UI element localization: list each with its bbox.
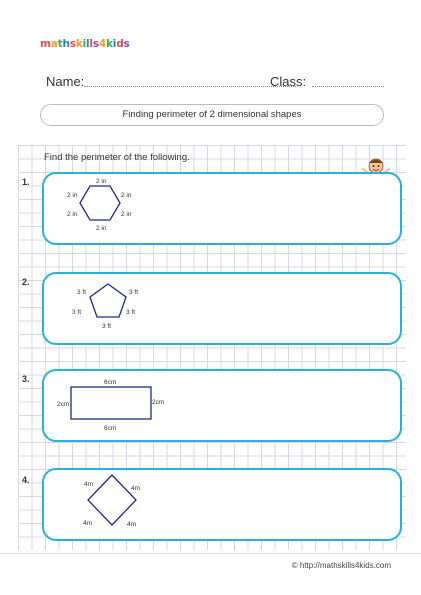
side-label: 3 ft [72, 309, 82, 316]
logo-letter: s [69, 38, 76, 50]
logo-letter: s [92, 38, 99, 50]
name-label: Name: [46, 74, 85, 89]
side-label: 4m [83, 520, 93, 527]
logo [40, 38, 130, 52]
square-shape [70, 470, 160, 540]
rectangle-shape [56, 372, 166, 440]
logo-letter: l [89, 38, 93, 50]
side-label: 2 in [67, 192, 78, 199]
name-line[interactable] [84, 86, 296, 87]
side-label: 6cm [104, 425, 117, 432]
pentagon-shape [60, 272, 160, 344]
logo-letter: t [57, 38, 63, 50]
logo-letter: a [50, 38, 58, 50]
side-label: 2 in [121, 192, 132, 199]
instruction-text: Find the perimeter of the following. [44, 152, 190, 163]
hexagon-shape [60, 172, 160, 244]
side-label: 6cm [104, 379, 117, 386]
side-label: 2 in [121, 211, 132, 218]
footer-divider [0, 553, 421, 554]
logo-letter: d [116, 38, 124, 50]
side-label: 3 ft [129, 289, 139, 296]
logo-letter: 4 [98, 38, 106, 50]
class-line[interactable] [312, 86, 384, 87]
side-label: 4m [84, 481, 94, 488]
logo-letter: i [112, 38, 117, 50]
footer-url[interactable]: © http://mathskills4kids.com [291, 561, 391, 570]
logo-letter: m [40, 38, 51, 50]
question-number: 4. [22, 475, 30, 485]
question-number: 1. [22, 177, 30, 187]
side-label: 2 in [67, 211, 78, 218]
logo-letter: k [75, 38, 83, 50]
side-label: 3 ft [102, 323, 112, 330]
side-label: 2cm [152, 399, 165, 406]
side-label: 4m [131, 485, 141, 492]
side-label: 3 ft [77, 289, 87, 296]
side-label: 4m [127, 521, 137, 528]
side-label: 2 in [96, 178, 107, 185]
logo-letter: s [123, 38, 130, 50]
logo-letter: k [106, 38, 113, 50]
question-number: 3. [22, 374, 30, 384]
logo-letter: h [62, 38, 70, 50]
question-number: 2. [22, 277, 30, 287]
class-label: Class: [270, 74, 307, 89]
worksheet-title: Finding perimeter of 2 dimensional shapes [40, 104, 384, 126]
logo-letter: i [82, 38, 87, 50]
side-label: 2 in [96, 225, 107, 232]
logo-text [40, 38, 130, 50]
logo-letter: l [86, 38, 90, 50]
side-label: 3 ft [126, 309, 136, 316]
side-label: 2cm [57, 401, 70, 408]
